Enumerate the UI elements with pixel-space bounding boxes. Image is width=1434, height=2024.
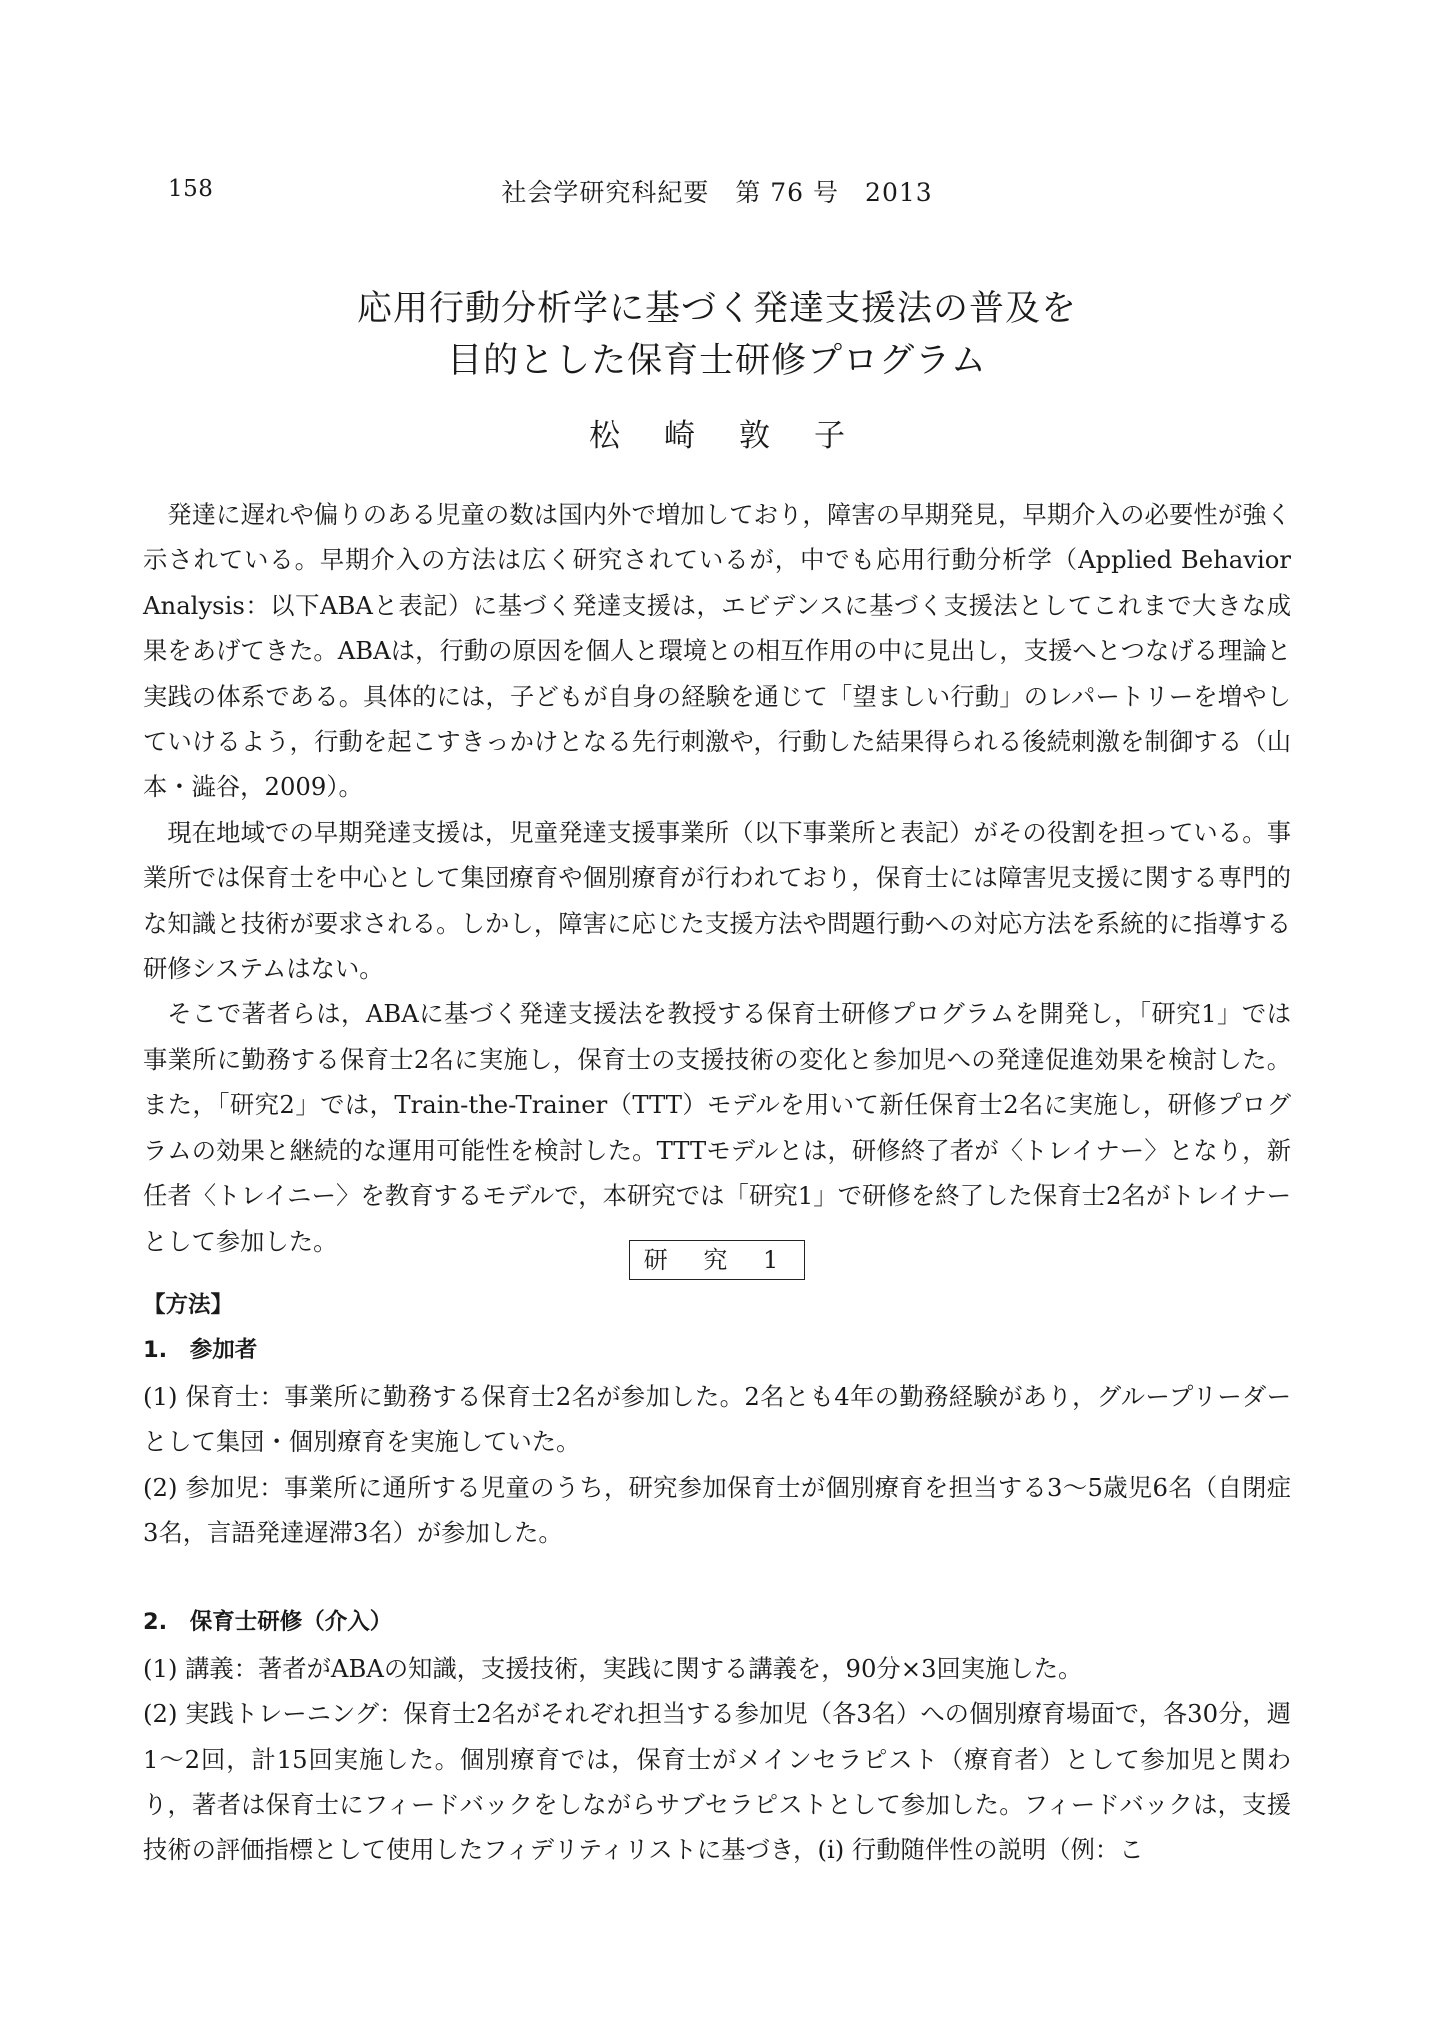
section-label: 研 究 1 xyxy=(629,1240,806,1280)
page-number: 158 xyxy=(168,176,214,202)
list-item: (1) 講義：著者がABAの知識，支援技術，実践に関する講義を，90分×3回実施した。 xyxy=(143,1653,1083,1683)
training-heading: 2. 保育士研修（介入） xyxy=(143,1609,393,1636)
list-item: (1) 保育士：事業所に勤務する保育士2名が参加した。2名とも4年の勤務経験があり，グループリーダーとして集団・個別療育を実施していた。 xyxy=(143,1381,1291,1457)
title-line-2: 目的とした保育士研修プログラム xyxy=(447,341,987,381)
section-heading-study-1 xyxy=(0,1240,1434,1280)
title-line-1: 応用行動分析学に基づく発達支援法の普及を xyxy=(356,289,1077,329)
paper-title xyxy=(0,283,1434,387)
running-header: 社会学研究科紀要 第 76 号 2013 xyxy=(501,178,933,207)
intro-paragraph: 発達に遅れや偏りのある児童の数は国内外で増加しており，障害の早期発見，早期介入の必要性が強く示されている。早期介入の方法は広く研究されているが，中でも応用行動分析学（Applied Behavior Analysis：以下ABAと表記）に基づく発達支援は，エビデンスに基づく支援法としてこれまで大きな成果をあげてきた。ABAは，行動の原因を個人と環境との相互作用の中に見出し，支援へとつなげる理論と実践の体系である。具体的には，子どもが自身の経験を通じて「望ましい行動」のレパートリーを増やしていけるよう，行動を起こすきっかけとなる先行刺激や，行動した結果得られる後続刺激を制御する（山本・澁谷，2009）。 xyxy=(143,500,1291,802)
list-item: (2) 実践トレーニング：保育士2名がそれぞれ担当する参加児（各3名）への個別療育場面で，各30分，週1～2回，計15回実施した。個別療育では，保育士がメインセラピスト（療育者）として参加児と関わり，著者は保育士にフィードバックをしながらサブセラピストとして参加した。フィードバックは，支援技術の評価指標として使用したフィデリティリストに基づき，(i) 行動随伴性の説明（例：こ xyxy=(143,1699,1291,1865)
spacer xyxy=(143,1555,1291,1600)
method-section xyxy=(143,1283,1291,1873)
introduction xyxy=(143,492,1291,1264)
participants-heading: 1. 参加者 xyxy=(143,1337,258,1364)
method-heading: 【方法】 xyxy=(143,1292,234,1318)
intro-paragraph: そこで著者らは，ABAに基づく発達支援法を教授する保育士研修プログラムを開発し，「研究1」では事業所に勤務する保育士2名に実施し，保育士の支援技術の変化と参加児への発達促進効果を検討した。また，「研究2」では，Train-the-Trainer（TTT）モデルを用いて新任保育士2名に実施し，研修プログラムの効果と継続的な運用可能性を検討した。TTTモデルとは，研修終了者が〈トレイナー〉となり，新任者〈トレイニー〉を教育するモデルで，本研究では「研究1」で研修を終了した保育士2名がトレイナーとして参加した。 xyxy=(143,999,1291,1256)
list-item: (2) 参加児：事業所に通所する児童のうち，研究参加保育士が個別療育を担当する3～5歳児6名（自閉症3名，言語発達遅滞3名）が参加した。 xyxy=(143,1472,1291,1548)
intro-paragraph: 現在地域での早期発達支援は，児童発達支援事業所（以下事業所と表記）がその役割を担っている。事業所では保育士を中心として集団療育や個別療育が行われており，保育士には障害児支援に関する専門的な知識と技術が要求される。しかし，障害に応じた支援方法や問題行動への対応方法を系統的に指導する研修システムはない。 xyxy=(143,817,1291,984)
author-name: 松崎敦子 xyxy=(589,418,889,454)
